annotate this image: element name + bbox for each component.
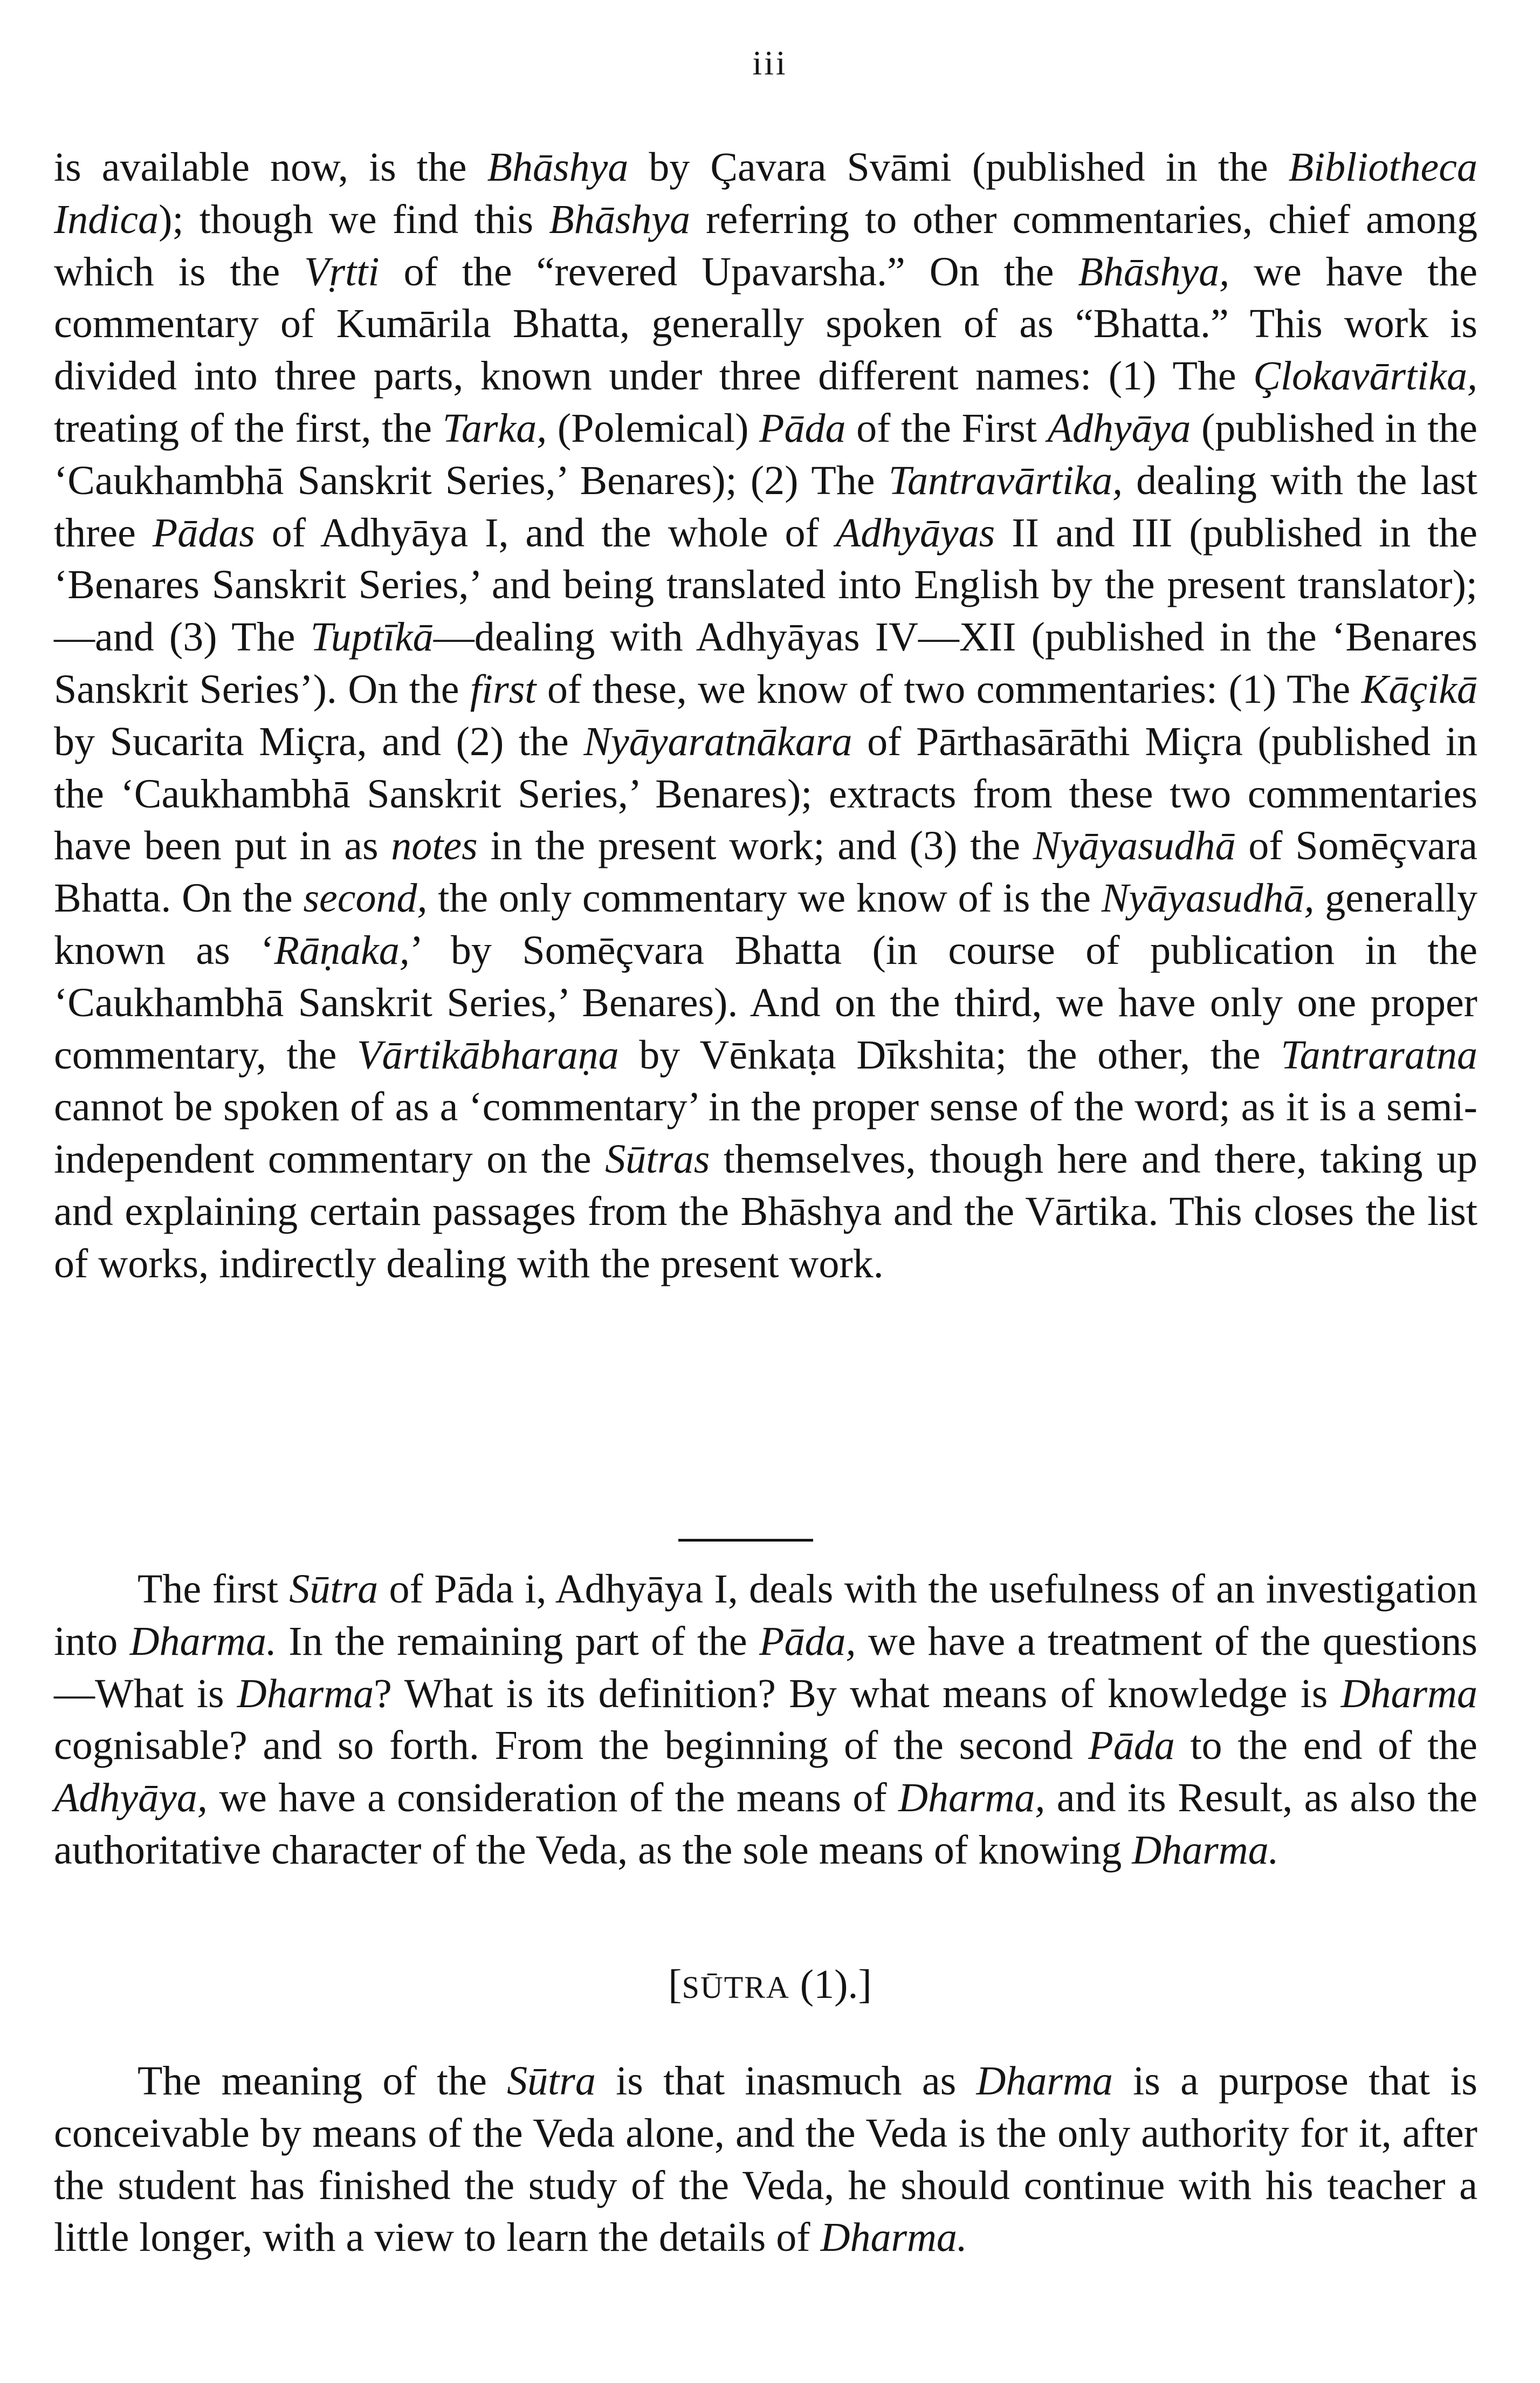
italic-term: Nyāyasudhā bbox=[1033, 823, 1236, 869]
text-run: is that inasmuch as bbox=[595, 2058, 977, 2104]
italic-term: Sūtra bbox=[289, 1566, 379, 1612]
italic-term: Sūtra bbox=[507, 2058, 596, 2104]
italic-term: Pādas bbox=[152, 510, 255, 556]
italic-term: Pāda bbox=[759, 405, 846, 451]
page-number: iii bbox=[752, 44, 788, 82]
text-run: referring to other commentaries, chief among which is the bbox=[54, 196, 1477, 295]
italic-term: Dharma. bbox=[1132, 1827, 1279, 1873]
sutra-heading-label: SŪTRA bbox=[682, 1970, 790, 2005]
paragraph-sutra-overview bbox=[54, 1563, 1477, 1877]
section-divider bbox=[678, 1539, 813, 1542]
text-run: of Somēçvara Bhatta. On the bbox=[54, 823, 1477, 921]
italic-term: Dharma. bbox=[820, 2215, 967, 2261]
text-run: we have a treatment of the questions—What is bbox=[54, 1618, 1478, 1716]
italic-term: first bbox=[470, 666, 537, 712]
text-run: The first bbox=[138, 1566, 290, 1612]
italic-term: Adhyāya bbox=[1047, 405, 1191, 451]
italic-term: Bibliotheca Indica bbox=[54, 145, 1477, 242]
text-run: of these, we know of two commentaries: (1) The bbox=[536, 666, 1362, 712]
italic-term: notes bbox=[391, 823, 478, 869]
text-run: of the “revered Upavarsha.” On the bbox=[379, 249, 1078, 295]
text-run: ? What is its definition? By what means of knowledge is bbox=[374, 1670, 1341, 1716]
italic-term: Dharma, bbox=[898, 1775, 1046, 1821]
italic-term: Adhyāya, bbox=[54, 1775, 208, 1821]
italic-term: Bhāshya bbox=[487, 145, 629, 190]
text-run: In the remaining part of the bbox=[276, 1618, 760, 1664]
italic-term: Çlokavārtika, bbox=[1253, 353, 1477, 399]
text-run: is available now, is the bbox=[54, 145, 487, 190]
italic-term: Kāçikā bbox=[1361, 666, 1477, 712]
text-run: II and III (published in the ‘Benares Sanskrit Series,’ and being translated into English by the present translator);—and (3) The bbox=[54, 510, 1477, 660]
italic-term: Dharma bbox=[1340, 1670, 1477, 1716]
sutra-heading-open: [ bbox=[668, 1962, 682, 2007]
text-run: in the present work; and (3) the bbox=[477, 823, 1033, 869]
italic-term: Vṛtti bbox=[304, 249, 380, 295]
text-run: themselves, though here and there, taking up and explaining certain passages from the Bhāshya and the Vārtika. This closes the list of works, indirectly dealing with the present work. bbox=[54, 1136, 1477, 1286]
text-run: of Pārthasārāthi Miçra (published in the ‘Caukhambhā Sanskrit Series,’ Benares); extracts from these two commentaries have been put in as bbox=[54, 718, 1477, 869]
text-run: by Çavara Svāmi (published in the bbox=[628, 145, 1289, 190]
sutra-heading-number: (1).] bbox=[789, 1962, 872, 2007]
text-run: treating of the first, the bbox=[54, 405, 443, 451]
text-run: (published in the ‘Caukhambhā Sanskrit Series,’ Benares); (2) The bbox=[54, 405, 1477, 503]
text-run: cannot be spoken of as a ‘commentary’ in the proper sense of the word; as it is a semi-independent commentary on the bbox=[54, 1084, 1477, 1182]
italic-term: Rāṇaka, bbox=[274, 927, 410, 973]
text-run: of the First bbox=[845, 405, 1048, 451]
text-run: is a purpose that is conceivable by means of the Veda alone, and the Veda is the only authority for it, after the student has finished the study of the Veda, he should continue with his teacher a little longer, with a view to learn the details of bbox=[54, 2058, 1478, 2261]
italic-term: Dharma bbox=[976, 2058, 1113, 2104]
italic-term: Sūtras bbox=[605, 1136, 710, 1182]
text-run: we have a consideration of the means of bbox=[207, 1775, 899, 1821]
italic-term: Adhyāyas bbox=[835, 510, 995, 556]
text-run: generally known as ‘ bbox=[54, 875, 1477, 973]
italic-term: Tarka, bbox=[442, 405, 547, 451]
italic-term: Dharma. bbox=[129, 1618, 277, 1664]
text-run: the only commentary we know of is the bbox=[427, 875, 1102, 921]
sutra-heading bbox=[0, 1959, 1540, 2014]
text-run: by Vēnkaṭa Dīkshita; the other, the bbox=[618, 1032, 1281, 1078]
text-run: dealing with the last three bbox=[54, 457, 1477, 556]
italic-term: Pāda bbox=[1088, 1723, 1175, 1769]
text-run: ’ by Somēçvara Bhatta (in course of publication in the ‘Caukhambhā Sanskrit Series,’ Benares). And on the third, we have only one proper commentary, the bbox=[54, 927, 1477, 1078]
text-run: —dealing with Adhyāyas IV—XII (published in the ‘Benares Sanskrit Series’). On the bbox=[54, 614, 1477, 712]
text-run: cognisable? and so forth. From the beginning of the second bbox=[54, 1723, 1089, 1769]
italic-term: Bhāshya, bbox=[1078, 249, 1230, 295]
italic-term: Nyāyaratnākara bbox=[583, 718, 852, 764]
italic-term: Tuptīkā bbox=[310, 614, 434, 660]
text-run: and its Result, as also the authoritative character of the Veda, as the sole means of knowing bbox=[54, 1775, 1477, 1873]
italic-term: second, bbox=[303, 875, 428, 921]
paragraph-sutra-meaning bbox=[54, 2055, 1477, 2264]
text-run: (Polemical) bbox=[547, 405, 760, 451]
text-run: of Pāda i, Adhyāya I, deals with the usefulness of an investigation into bbox=[54, 1566, 1477, 1664]
text-run: The meaning of the bbox=[138, 2058, 507, 2104]
text-run: to the end of the bbox=[1174, 1723, 1477, 1769]
paragraph-commentaries bbox=[54, 141, 1477, 1290]
italic-term: Tantraratna bbox=[1281, 1032, 1477, 1078]
italic-term: Vārtikābharaṇa bbox=[357, 1032, 619, 1078]
italic-term: Dharma bbox=[237, 1670, 374, 1716]
italic-term: Nyāyasudhā, bbox=[1101, 875, 1315, 921]
italic-term: Pāda, bbox=[759, 1618, 856, 1664]
italic-term: Tantravārtika, bbox=[888, 457, 1123, 503]
italic-term: Bhāshya bbox=[549, 196, 691, 242]
text-run: ); though we find this bbox=[159, 196, 549, 242]
text-run: we have the commentary of Kumārila Bhatta, generally spoken of as “Bhatta.” This work is divided into three parts, known under three different names: (1) The bbox=[54, 249, 1477, 399]
text-run: by Sucarita Miçra, and (2) the bbox=[54, 718, 584, 764]
text-run: of Adhyāya I, and the whole of bbox=[255, 510, 836, 556]
